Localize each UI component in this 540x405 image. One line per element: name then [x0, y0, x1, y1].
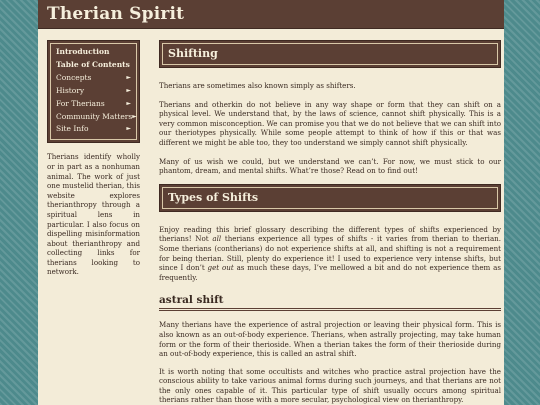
emphasis-text: all	[212, 234, 222, 244]
paragraph: Therians and otherkin do not believe in any way shape or form that they can shift on a physical level. We understand that, by the laws of science, cannot shift physically. This is a very common misconception. We can promise you that we do not believe that we can shift into our theriotypes physically. While some people attempt to think of how if this or that was different we might be able too, they too understand we simply cannot shift physically.	[159, 99, 501, 147]
chevron-right-icon: ►	[126, 86, 131, 94]
chevron-right-icon: ►	[126, 73, 131, 81]
paragraph-text: as much these days, I’ve mellowed a bit and do not experience them as frequently.	[159, 263, 501, 282]
nav-item-for-therians[interactable]	[51, 98, 136, 111]
paragraph: Many therians have the experience of astral projection or leaving their physical form. This is also known as an out-of-body experience. Therians, when astrally projecting, may take human form or the form of their therioside. When a therian takes the form of their therioside during an out-of-body experience, this is called an astral shift.	[159, 320, 501, 359]
section-heading-types-of-shifts: Types of Shifts	[162, 187, 498, 209]
chevron-right-icon: ►	[126, 99, 131, 107]
nav-item-label: Site Info	[56, 124, 89, 134]
section-heading-box	[159, 40, 501, 68]
sidebar-about-text: Therians identify wholly or in part as a nonhuman animal. The work of just one mustelid therian, this website explores therianthropy through a spiritual lens in particular. I also focus on dispelling misinformation about therianthropy and collecting links for therians looking to network.	[47, 152, 140, 277]
paragraph	[159, 225, 501, 283]
paragraph-text: Enjoy reading this brief glossary describing the different types of shifts experienced by therians! Not	[159, 224, 501, 244]
nav-item-label: For Therians	[56, 98, 105, 108]
nav-item-label: Community Matters	[56, 111, 133, 121]
nav-item-label: Introduction	[56, 47, 110, 56]
paragraph-text: therians experience all types of shifts - it varies from therian to therian. Some therians (contherians) do not experience shifts at all, and shifting is not a requirement for being therian. Still, plenty do experience it! I used to experience very intense shifts, but since I don’t	[159, 234, 502, 273]
site-title[interactable]: Therian Spirit	[47, 4, 185, 24]
section-heading-box	[159, 184, 501, 212]
site-header	[38, 0, 504, 29]
sub-heading-astral-shift: astral shift	[159, 294, 501, 311]
nav-menu	[47, 40, 140, 143]
main-content	[159, 40, 501, 405]
sidebar	[47, 40, 140, 284]
nav-item-history[interactable]	[51, 85, 136, 98]
chevron-right-icon: ►	[126, 125, 131, 133]
paragraph: Therians are sometimes also known simply as shifters.	[159, 81, 356, 90]
paragraph: Many of us wish we could, but we understand we can’t. For now, we must stick to our phantom, dream, and mental shifts. What’re those? Read on to find out!	[159, 156, 501, 176]
chevron-right-icon: ►	[132, 112, 137, 120]
nav-item-label: History	[56, 85, 85, 95]
nav-item-introduction[interactable]	[51, 46, 136, 59]
page	[38, 0, 504, 405]
paragraph: It is worth noting that some occultists and witches who practice astral projection have the conscious ability to take various animal forms during such journeys, and that therians are not the only ones capable of it. This particular type of shift usually occurs among spiritual therians rather than those with a more secular, psychological view on therianthropy.	[159, 366, 501, 405]
nav-item-label: Table of Contents	[56, 59, 130, 69]
section-heading-shifting: Shifting	[162, 43, 498, 65]
emphasis-text: get out	[207, 263, 234, 273]
nav-menu-inner	[50, 43, 137, 140]
nav-item-site-info[interactable]	[51, 123, 136, 136]
nav-item-community-matters[interactable]	[51, 111, 136, 124]
nav-item-concepts[interactable]	[51, 72, 136, 85]
nav-item-table-of-contents[interactable]	[51, 59, 136, 72]
nav-item-label: Concepts	[56, 72, 92, 82]
